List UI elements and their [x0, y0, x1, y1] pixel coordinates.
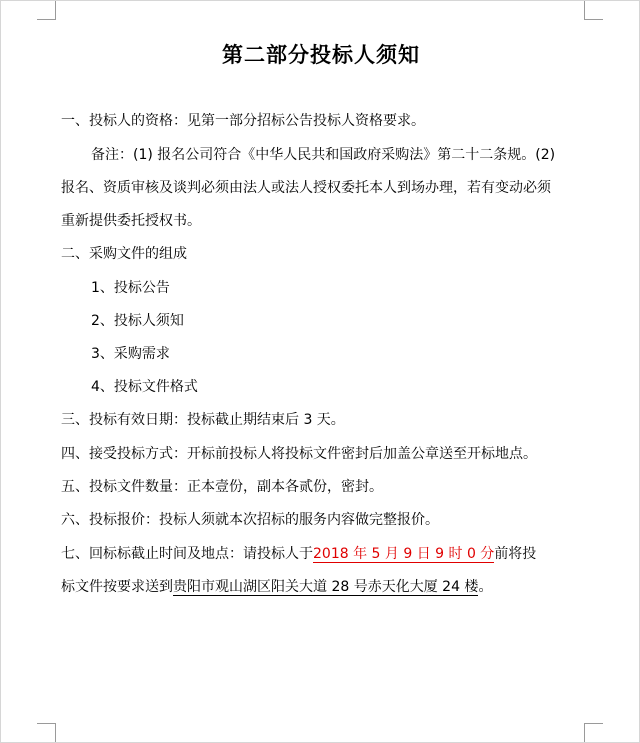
page-title: 第二部分投标人须知 [222, 42, 420, 67]
section-6-quotation: 六、投标报价：投标人须就本次招标的服务内容做完整报价。 [61, 512, 439, 528]
section-7-line2-suffix: 。 [478, 579, 493, 595]
section-7-line2-prefix: 标文件按要求送到 [61, 579, 173, 595]
crop-mark-top-left [37, 1, 56, 20]
crop-mark-bottom-left [37, 723, 56, 742]
section-1-qualification: 一、投标人的资格：见第一部分招标公告投标人资格要求。 [61, 113, 425, 129]
note-line-3: 重新提供委托授权书。 [61, 213, 201, 229]
section-4-submission: 四、接受投标方式：开标前投标人将投标文件密封后加盖公章送至开标地点。 [61, 446, 537, 462]
crop-mark-bottom-right [584, 723, 603, 742]
section-5-copies: 五、投标文件数量：正本壹份，副本各贰份，密封。 [61, 479, 383, 495]
note-line-1: 备注：(1) 报名公司符合《中华人民共和国政府采购法》第二十二条规。(2) [91, 147, 556, 163]
list-item: 2、投标人须知 [91, 313, 184, 329]
crop-mark-top-right [584, 1, 603, 20]
list-item: 4、投标文件格式 [91, 379, 198, 395]
list-item: 3、采购需求 [91, 346, 170, 362]
section-2-composition: 二、采购文件的组成 [61, 246, 187, 262]
delivery-address: 贵阳市观山湖区阳关大道 28 号赤天化大厦 24 楼 [173, 579, 479, 595]
section-7-prefix: 七、回标标截止时间及地点：请投标人于 [61, 546, 313, 562]
section-7-deadline-line-1 [61, 544, 536, 564]
deadline-datetime: 2018 年 5 月 9 日 9 时 0 分 [313, 546, 495, 562]
list-item: 1、投标公告 [91, 280, 170, 296]
section-7-suffix: 前将投 [494, 546, 537, 562]
note-line-2: 报名、资质审核及谈判必须由法人或法人授权委托本人到场办理，若有变动必须 [61, 180, 551, 196]
section-7-deadline-line-2 [61, 577, 492, 597]
section-3-validity: 三、投标有效日期：投标截止期结束后 3 天。 [61, 412, 345, 428]
